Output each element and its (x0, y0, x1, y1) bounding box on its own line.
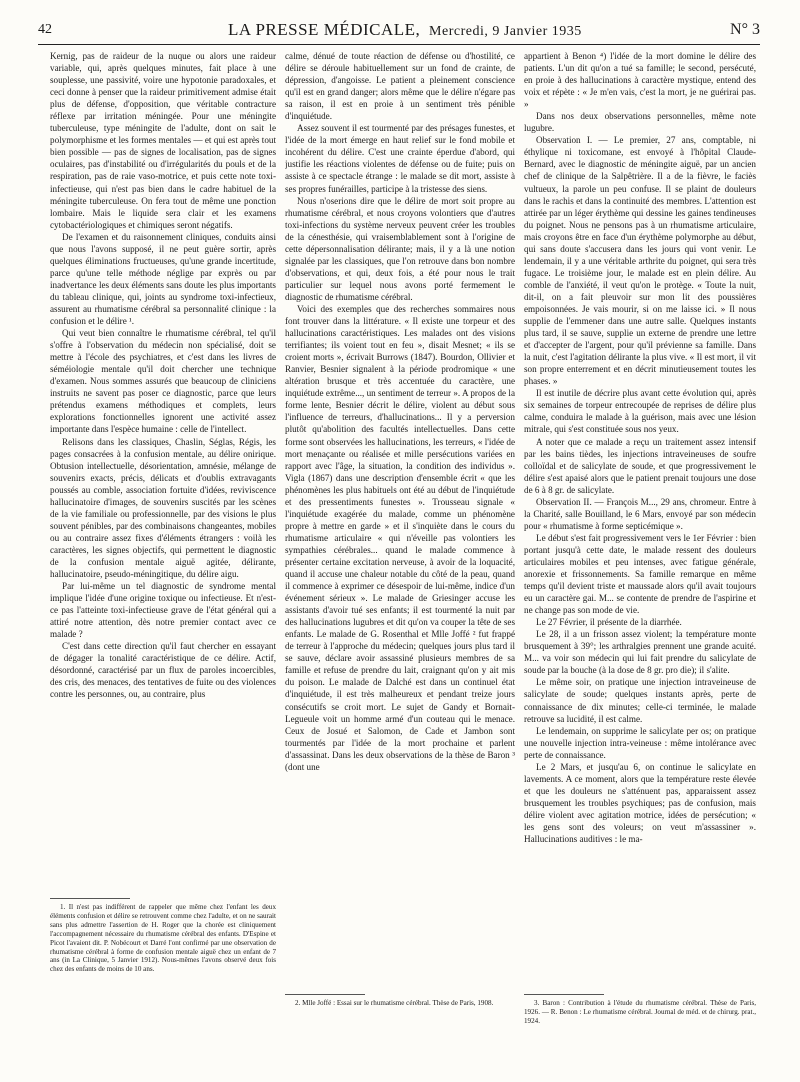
paragraph: Kernig, pas de raideur de la nuque ou alors une raideur variable, qui, après quelques minutes, fait place à une souplesse, une passivité, voire une hypotonie paradoxales, et ceci donne à penser que la raideur primitivement admise était plus de défense, d'opposition, que véritable contracture réflexe par irritation méningée. Pour une méningite tuberculeuse, type méningite de l'adulte, dont on sait le polymorphisme et les formes mentales — et qui est après tout bien possible — pas de signes de localisation, pas de signes oculaires, pas d'instabilité ou d'irrégularités du pouls et de la respiration, pas de raie vaso-motrice, et puis cette note toxi-infectieuse, qui n'est pas bien dans le cadre habituel de la méningite tuberculeuse. On fera tout de même une ponction lombaire. Mais le liquide sera clair et les examens cytobactériologiques et chimiques seront négatifs. (50, 51, 276, 230)
page-number: 42 (38, 22, 52, 37)
paragraph: Le même soir, on pratique une injection intraveineuse de salicylate de soude; quelques instants après, perte de connaissance de dix minutes; celle-ci terminée, le malade retrouve sa lucidité, il est calme. (524, 677, 756, 724)
footnote: 2. Mlle Joffé : Essai sur le rhumatisme cérébral. Thèse de Paris, 1908. (295, 999, 494, 1007)
paragraph: A noter que ce malade a reçu un traitement assez intensif par les bains tièdes, les injections intraveineuses de soufre colloïdal et de salicylate de soude, et que progressivement le délire s'est apaisé alors que le patient prenait toujours une dose de 6 à 8 gr. de salicylate. (524, 436, 756, 495)
journal-title-line (228, 20, 582, 40)
paragraph: Le 2 Mars, et jusqu'au 6, on continue le salicylate en lavements. A ce moment, alors que la température reste élevée et que les douleurs ne s'atténuent pas, apparaissent assez brusquement les troubles psychiques; pas de confusion, mais délire violent avec agitation motrice, idées de persécution; « les gens sont des voleurs; on veut m'assassiner ». Hallucinations auditives : le ma- (524, 761, 756, 845)
journal-title: LA PRESSE MÉDICALE, (228, 20, 421, 39)
paragraph: Voici des exemples que des recherches sommaires nous font trouver dans la littérature. « Il existe une torpeur et des hallucinations caractéristiques. Les malades ont des visions terrifiantes; ils voient tout en feu », disait Mesnet; « ils se croient morts », écrivait Burrows (1847). Bourdon, Ollivier et Ranvier, Besnier signalent à la période prodromique « une altération brusque et très accentuée du caractère, une inquiétude extrême..., un sentiment de terreur ». A propos de la forme lente, Besnier décrit le délire, violent au début sous l'influence de terreurs, d'hallucinations... Il y a perversion plutôt qu'abolition des facultés intellectuelles. Dans cette forme sont observées les hallucinations, les terreurs, « l'idée de mort menaçante ou réalisée et mille persécutions variées en rapport avec l'âge, la situation, la condition des individus ». Vigla (1867) dans une description d'ensemble écrit « que les phénomènes les plus habituels ont été au début de l'inquiétude et des pressentiments funestes ». Trousseau signale « l'inquiétude exagérée du malade, comme un phénomène propre à mettre en garde » et il s'inquiète dans le cours du rhumatisme articulaire « qui n'éveille pas volontiers les sympathies cérébrales... quand le malade commence à présenter certaine excitation nerveuse, à avoir de la loquacité, quand il accuse une chaleur notable du côté de la peau, quand il commence à exprimer ce désespoir de lui-même, indice d'un événement sérieux ». Le malade de Griesinger accuse les assistants d'avoir tué ses enfants; il est tourmenté la nuit par des hallucinations lugubres et dit qu'on va couper la tête de ses enfants. Le malade de G. Rosenthal et Mlle Joffé ² fut frappé de terreur à l'approche du médecin; quelques jours plus tard il se sauve, déclare avoir assassiné plusieurs membres de sa famille et refuse de prendre du lait, craignant qu'on y ait mis du poison. Le malade de Dalché est dans un continuel état d'inquiétude, il est très malheureux et pendant treize jours consécutifs se croit mort. Le sujet de Gandy et Bornait-Legueule voit un homme armé d'un couteau qui le menace. Ceux de Josué et Salomon, de Cade et Jambon sont tourmentés par l'idée de la mort prochaine et parlent d'assassinat. Dans les deux observations de la thèse de Baron ³ (dont une (285, 303, 515, 772)
column-right (524, 50, 756, 1055)
paragraph: Dans nos deux observations personnelles, même note lugubre. (524, 111, 756, 134)
paragraph: Relisons dans les classiques, Chaslin, Séglas, Régis, les pages consacrées à la confusion mentale, au délire onirique. Obtusion intellectuelle, désorientation, amnésie, mélange de souvenirs exacts, précis, délicats et d'oublis extravagants poussés au comble, association fortuite d'idées, reviviscence hallucinatoire d'images, de souvenirs suscités par les scènes de la vie familiale ou professionnelle, par des visions le plus souvent pénibles, par des combinaisons changeantes, mobiles ou au contraire assez fixes d'éléments étrangers : voilà les caractères, les signes objectifs, qui permettent le diagnostic de la confusion mentale aiguë agitée, délirante, hallucinatoire, pseudo-méningitique, du délire aigu. (50, 436, 276, 580)
paragraph: calme, dénué de toute réaction de défense ou d'hostilité, ce délire se déroule habituellement sur un fond de crainte, de dépression, d'angoisse. Le patient a pleinement conscience qu'il est en grand danger; alors même que le délire n'égare pas sa raison, il est en proie à un sentiment très pénible d'inquiétude. (285, 51, 515, 122)
paragraph: Par lui-même un tel diagnostic de syndrome mental implique l'idée d'une origine toxique ou infectieuse. Et n'est-ce pas l'atteinte toxi-infectieuse grave de l'état général qui a attiré notre attention, dès notre premier contact avec ce malade ? (50, 581, 276, 640)
paragraph: De l'examen et du raisonnement cliniques, conduits ainsi que nous l'avons supposé, il ne peut guère sortir, après quelques éliminations fructueuses, qu'une grande incertitude, parce qu'une telle méthode néglige par exprès ou par inadvertance les deux éléments sans doute les plus importants du tableau clinique, qui, joints au syndrome toxi-infectieux, assurent au rhumatisme cérébral sa personnalité clinique : la confusion et le délire ¹. (50, 231, 276, 327)
column-right-body (524, 50, 756, 988)
paragraph: Le début s'est fait progressivement vers le 1er Février : bien portant jusqu'à cette date, le malade ressent des douleurs articulaires mobiles et peu intenses, avec fatigue générale, anorexie et frissonnements. Sa famille remarque en même temps qu'il devient triste et maussade alors qu'il avait toujours eu un caractère gai. M... se contente de prendre de l'aspirine et ne change pas son mode de vie. (524, 532, 756, 616)
paragraph: Il est inutile de décrire plus avant cette évolution qui, après six semaines de torpeur entrecoupée de reprises de délire plus calme, conduira le malade à la guérison, mais avec une lésion mitrale, qui s'est constituée sous nos yeux. (524, 388, 756, 435)
observation-paragraph: Observation I. — Le premier, 27 ans, comptable, ni éthylique ni toxicomane, est envoyé à l'hôpital Claude-Bernard, avec le diagnostic de méningite aiguë, par un ancien chef de clinique de la Salpêtrière. Il a de la fièvre, le faciès vultueux, la parole un peu confuse. Il se plaint de douleurs dans le rachis et dans la continuité des membres. L'attention est attirée par un léger érythème qui dessine les gaines tendineuses du poignet. Nous ne pensons pas à un rhumatisme articulaire, mais croyons être en face d'un érythème polymorphe au début, qui sans doute s'accusera dans les jours qui vont venir. Le lendemain, il y a une véritable arthrite du poignet, qui sera très fugace. Le troisième jour, le malade est en plein délire. Au comble de l'anxiété, il veut qu'on le protège. « Toute la nuit, dit-il, on a fait pleuvoir sur mon lit des poussières empoisonnées. Je vais mourir, si on me laisse ici. » Il nous supplie de l'emmener dans une autre salle. Quelques instants plus tard, il se sauve, supplie un externe de prendre une lettre et d'accepter de l'argent, pour qu'il prévienne sa famille. Dans la nuit, c'est l'agitation délirante la plus vive. « Il est mort, il vit son propre enterrement et en décrit minutieusement toutes les phases. » (524, 135, 756, 387)
column-middle (285, 50, 515, 1055)
issue-number: N° 3 (730, 21, 760, 38)
observation-paragraph: Observation II. — François M..., 29 ans, chromeur. Entre à la Charité, salle Bouilland, le 6 Mars, envoyé par son médecin pour « rhumatisme à forme septicémique ». (524, 496, 756, 531)
paragraph: Qui veut bien connaître le rhumatisme cérébral, tel qu'il s'offre à l'observation du médecin non spécialisé, doit se mettre à l'école des psychiatres, et c'est dans les livres de séméiologie mentale qu'il doit chercher une technique d'examen. Nous sommes assurés que beaucoup de cliniciens instruits ne savent pas poser ce diagnostic, parce que leurs prétendus examens méthodiques et complets, leurs explorations fonctionnelles ignorent une activité assez importante dans l'espèce humaine : celle de l'intellect. (50, 328, 276, 435)
issue-date: Mercredi, 9 Janvier 1935 (429, 24, 582, 39)
paragraph: C'est dans cette direction qu'il faut chercher en essayant de dégager la tonalité caractéristique de ce délire. Actif, désordonné, caractérisé par un flux de paroles incoercibles, des cris, des menaces, des tentatives de fuite ou des violences contre les personnes, ou, au contraire, plus (50, 641, 276, 700)
footnote-rule (524, 994, 604, 995)
paragraph: Le 27 Février, il présente de la diarrhée. (536, 617, 682, 628)
footnote-rule (285, 994, 365, 995)
column-left-body (50, 50, 276, 892)
footnote-rule (50, 898, 130, 899)
paragraph: Le lendemain, on supprime le salicylate per os; on pratique une nouvelle injection intra-veineuse : même intolérance avec perte de connaissance. (524, 725, 756, 760)
paragraph: Le 28, il a un frisson assez violent; la température monte brusquement à 39°; les arthralgies prennent une grande acuité. M... va voir son médecin qui lui fait prendre du salicylate de soude par la bouche (à la dose de 8 gr. pro die); il s'alite. (524, 629, 756, 676)
column-left (50, 50, 276, 1055)
footnote: 1. Il n'est pas indifférent de rappeler que même chez l'enfant les deux éléments confusion et délire se retrouvent comme chez l'adulte, et on ne saurait sans plus admettre l'assertion de H. Roger que la chorée est cliniquement l'accompagnement nécessaire du rhumatisme cérébral des enfants. D'Espine et Picot l'avaient dit. P. Nobécourt et Darré l'ont confirmé par une observation de rhumatisme cérébral à forme de confusion mentale aiguë chez un enfant de 7 ans (in La Clinique, 5 Janvier 1912). Nous-mêmes l'avons observé deux fois chez des enfants de moins de 10 ans. (50, 903, 276, 974)
page-header (38, 22, 760, 45)
column-middle-body (285, 50, 515, 988)
footnote: 3. Baron : Contribution à l'étude du rhumatisme cérébral. Thèse de Paris, 1926. — R. Benon : Le rhumatisme cérébral. Journal de méd. et de chirurg. prat., 1924. (524, 999, 756, 1025)
paragraph: Nous n'oserions dire que le délire de mort soit propre au rhumatisme cérébral, et nous croyons volontiers que d'autres toxi-infections du système nerveux peuvent créer les troubles de la cénesthésie, qui vraisemblablement sont à l'origine de cette dépersonnalisation délirante; mais, il y a là une notion signalée par les classiques, que l'on retrouve dans bon nombre d'observations, et qui, deux fois, a été pour nous le trait particulier sur lequel nous avons porté fermement le diagnostic de rhumatisme cérébral. (285, 195, 515, 302)
paragraph: Assez souvent il est tourmenté par des présages funestes, et l'idée de la mort émerge en haut relief sur le fond mobile et incohérent du délire. C'est une crainte éperdue d'abord, qui justifie les réactions violentes de défense ou de fuite; puis on assiste à ce spectacle étrange : le malade se dit mort, assiste à ses propres funérailles, participe à la tristesse des siens. (285, 123, 515, 194)
paragraph: appartient à Benon ⁴) l'idée de la mort domine le délire des patients. L'un dit qu'on a tué sa famille; le second, persécuté, en proie à des hallucinations à caractère mystique, entend des voix et répète : « Je m'en vais, c'est la mort, je ne guérirai pas. » (524, 51, 756, 110)
